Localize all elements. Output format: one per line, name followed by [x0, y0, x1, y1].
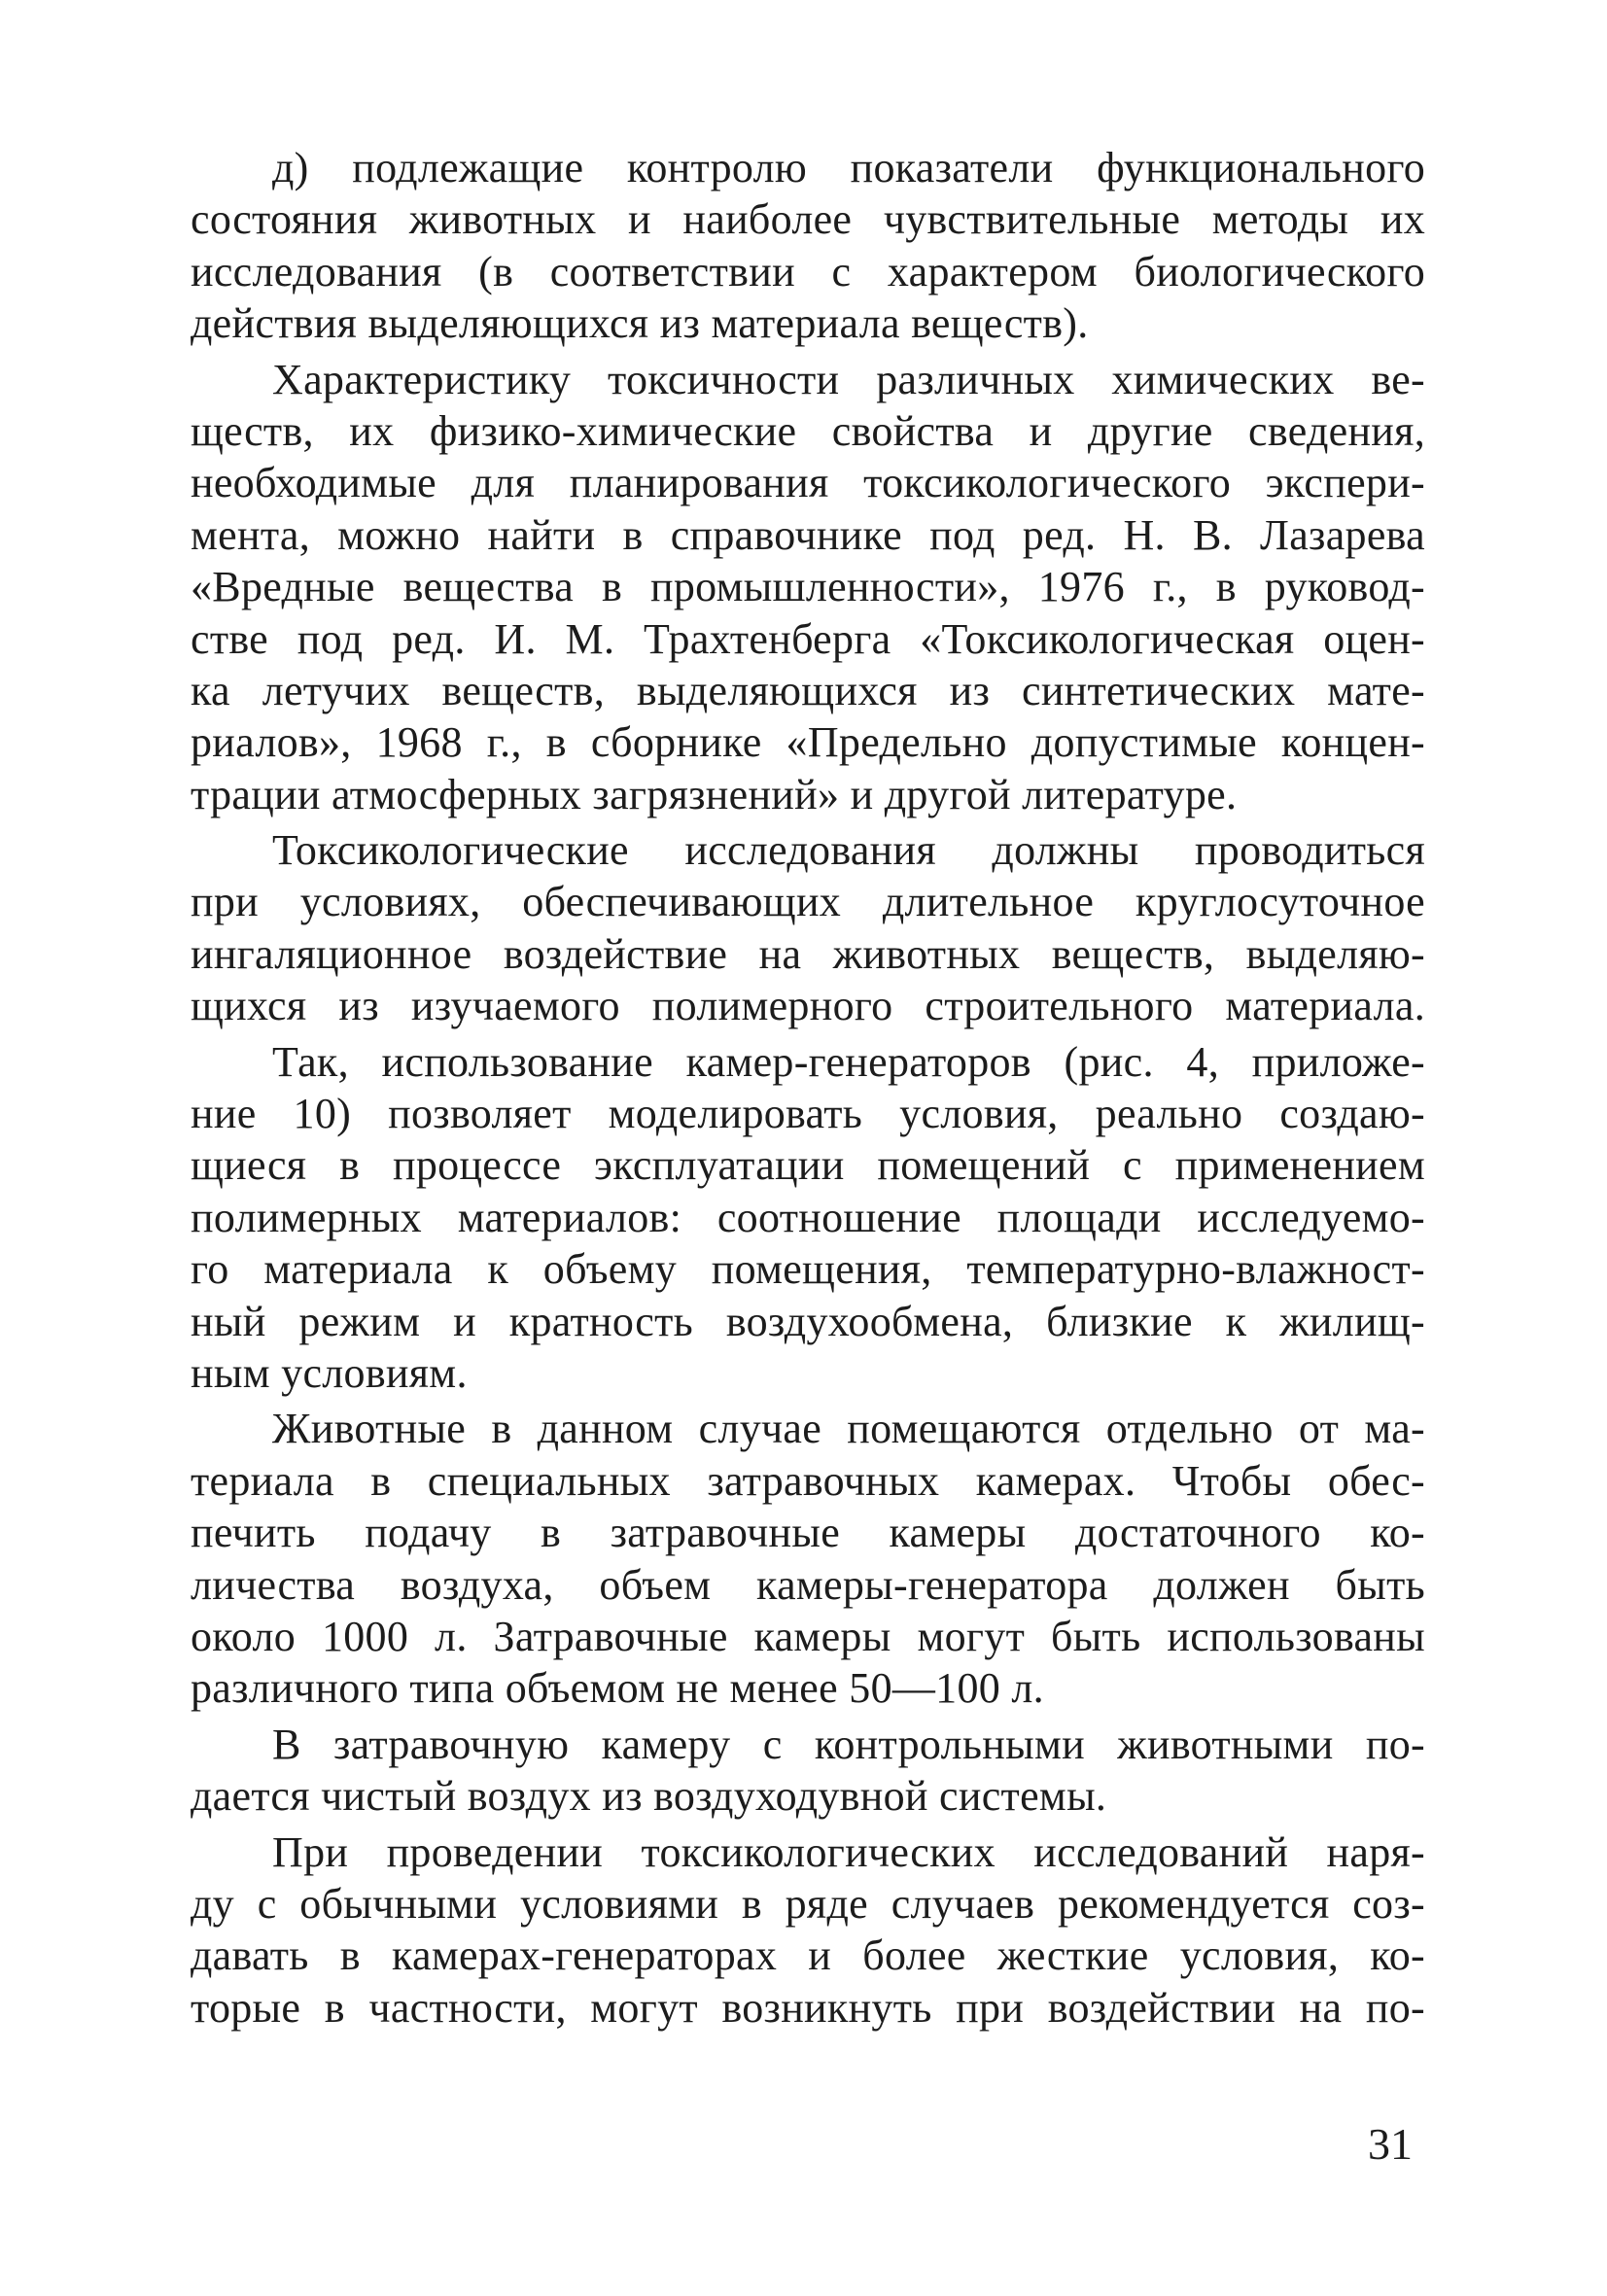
text-line: личества воздуха, объем камеры-генератора должен быть: [191, 1560, 1425, 1609]
text-line: риалов», 1968 г., в сборнике «Предельно допустимые концен-: [191, 718, 1425, 767]
text-line: необходимые для планирования токсикологического экспери-: [191, 459, 1425, 507]
text-line: мента, можно найти в справочнике под ред. Н. В. Лазарева: [191, 510, 1425, 559]
text-line: д) подлежащие контролю показатели функционального: [272, 144, 1425, 191]
text-line: исследования (в соответствии с характером биологического: [191, 247, 1425, 296]
text-line: Так, использование камер-генераторов (рис. 4, приложе-: [272, 1037, 1425, 1086]
text-line: Токсикологические исследования должны проводиться: [272, 826, 1425, 875]
text-line: териала в специальных затравочных камерах. Чтобы обес-: [191, 1456, 1425, 1505]
text-line: давать в камерах-генераторах и более жесткие условия, ко-: [191, 1931, 1425, 1980]
text-line: трации атмосферных загрязнений» и другой литературе.: [191, 770, 1238, 818]
text-line: При проведении токсикологических исследований наря-: [272, 1827, 1425, 1876]
paragraph-1: [191, 142, 1425, 350]
text-line: около 1000 л. Затравочные камеры могут быть использованы: [191, 1612, 1425, 1660]
text-line: Характеристику токсичности различных химических ве-: [272, 355, 1425, 403]
text-line: действия выделяющихся из материала веществ).: [191, 299, 1089, 348]
text-line: ка летучих веществ, выделяющихся из синтетических мате-: [191, 666, 1425, 714]
paragraph-5: [191, 1403, 1425, 1714]
text-line: ингаляционное воздействие на животных веществ, выделяю-: [191, 929, 1425, 978]
text-line: при условиях, обеспечивающих длительное круглосуточное: [191, 878, 1425, 926]
text-line: щиеся в процессе эксплуатации помещений с применением: [191, 1141, 1425, 1190]
text-line: ным условиям.: [191, 1348, 468, 1397]
text-line: дается чистый воздух из воздуходувной системы.: [191, 1772, 1107, 1821]
text-line: ществ, их физико-химические свойства и другие сведения,: [191, 406, 1425, 455]
page-body: [191, 142, 1425, 2034]
paragraph-2: [191, 354, 1425, 821]
text-line: ние 10) позволяет моделировать условия, реально создаю-: [191, 1090, 1425, 1138]
text-line: го материала к объему помещения, температурно-влажност-: [191, 1245, 1425, 1294]
text-line: ду с обычными условиями в ряде случаев рекомендуется соз-: [191, 1879, 1425, 1928]
text-line: ный режим и кратность воздухообмена, близкие к жилищ-: [191, 1297, 1425, 1345]
text-line: печить подачу в затравочные камеры достаточного ко-: [191, 1509, 1425, 1557]
text-line: «Вредные вещества в промышленности», 1976 г., в руковод-: [191, 563, 1425, 611]
paragraph-3: [191, 824, 1425, 1032]
text-line: Животные в данном случае помещаются отдельно от ма-: [272, 1405, 1425, 1453]
text-line: полимерных материалов: соотношение площади исследуемо-: [191, 1193, 1425, 1241]
text-line: В затравочную камеру с контрольными животными по-: [272, 1720, 1425, 1768]
text-line: щихся из изучаемого полимерного строительного материала.: [191, 982, 1425, 1030]
text-line: различного типа объемом не менее 50—100 л.: [191, 1664, 1044, 1713]
page-number: 31: [1368, 2119, 1413, 2169]
paragraph-6: [191, 1719, 1425, 1823]
text-line: торые в частности, могут возникнуть при воздействии на по-: [191, 1983, 1425, 2032]
text-line: стве под ред. И. М. Трахтенберга «Токсикологическая оцен-: [191, 614, 1425, 663]
paragraph-7: [191, 1826, 1425, 2035]
text-line: состояния животных и наиболее чувствительные методы их: [191, 195, 1425, 244]
paragraph-4: [191, 1036, 1425, 1400]
